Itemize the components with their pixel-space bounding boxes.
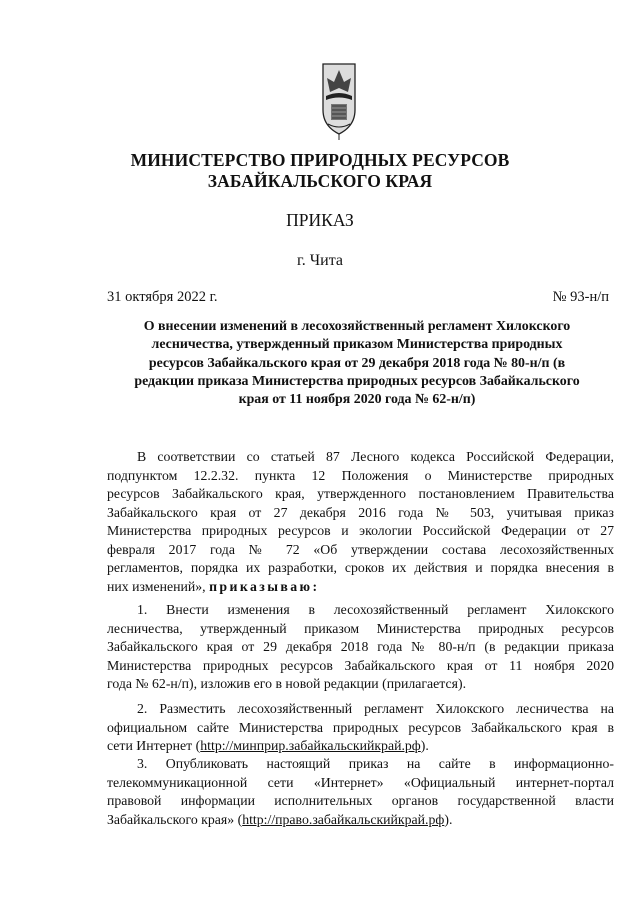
- ministry-website-link[interactable]: http://минприр.забайкальскийкрай.рф: [200, 738, 421, 753]
- paragraph-line: февраля 2017 года № 72 «Об утверждении состава лесохозяйственных: [107, 541, 614, 557]
- order-number: № 93-н/п: [552, 289, 609, 305]
- paragraph-line: Забайкальского края от 27 декабря 2016 года № 503, учитывая приказ: [107, 504, 614, 520]
- ministry-name-line-2: ЗАБАЙКАЛЬСКОГО КРАЯ: [207, 171, 433, 191]
- paragraph-line: телекоммуникационной сети «Интернет» «Официальный интернет-портал: [107, 774, 614, 790]
- heading-line: лесничества, утвержденный приказом Министерства природных: [151, 337, 563, 353]
- paragraph-line: В соответствии со статьей 87 Лесного кодекса Российской Федерации,: [137, 449, 614, 464]
- paragraph-line: [107, 811, 614, 830]
- heading-line: О внесении изменений в лесохозяйственный регламент Хилокского: [143, 319, 571, 334]
- paragraph-line: подпунктом 12.2.32. пункта 12 Положения о Министерстве природных: [107, 467, 614, 483]
- heading-line: редакции приказа Министерства природных ресурсов Забайкальского: [134, 373, 580, 389]
- paragraph-line: 1. Внести изменения в лесохозяйственный регламент Хилокского: [137, 602, 614, 617]
- preamble-paragraph: [107, 448, 614, 596]
- paragraph-line: Министерства природных ресурсов и экологии Российской Федерации от 27: [107, 523, 614, 538]
- item-1-paragraph: [107, 601, 614, 694]
- coat-of-arms-icon: [318, 60, 360, 142]
- paragraph-line: [107, 578, 614, 597]
- heading-line: края от 11 ноября 2020 года № 62-н/п): [238, 392, 476, 408]
- paragraph-line: 2. Разместить лесохозяйственный регламент Хилокского лесничества на: [137, 701, 614, 716]
- preamble-end: них изменений»,: [107, 578, 206, 594]
- city: г. Чита: [296, 252, 343, 269]
- paragraph-line: Министерства природных ресурсов Забайкальского края от 11 ноября 2020: [107, 657, 614, 673]
- link-suffix: ).: [444, 811, 453, 827]
- paragraph-line: года № 62-н/п), изложив его в новой редакции (прилагается).: [107, 676, 467, 691]
- ministry-name-line-1: МИНИСТЕРСТВО ПРИРОДНЫХ РЕСУРСОВ: [130, 150, 510, 170]
- paragraph-line: официальном сайте Министерства природных ресурсов Забайкальского края в: [107, 719, 614, 735]
- item-3-paragraph: [107, 755, 614, 829]
- order-word: приказываю:: [209, 578, 320, 594]
- paragraph-line: ресурсов Забайкальского края, утвержденного постановлением Правительства: [107, 486, 614, 501]
- paragraph-line: Забайкальского края от 29 декабря 2018 года № 80-н/п (в редакции приказа: [107, 639, 614, 654]
- link-suffix: ).: [420, 738, 429, 753]
- heading-line: ресурсов Забайкальского края от 29 декабря 2018 года № 80-н/п (в: [148, 355, 566, 371]
- link-prefix: сети Интернет (: [107, 738, 201, 753]
- paragraph-line: регламентов, порядка их разработки, сроков их действия и порядка внесения в: [107, 560, 614, 575]
- paragraph-line: лесничества, утвержденный приказом Министерства природных ресурсов: [107, 620, 614, 636]
- paragraph-line: 3. Опубликовать настоящий приказ на сайте в информационно-: [137, 756, 614, 771]
- paragraph-line: правовой информации исполнительных органов государственной власти: [107, 793, 614, 808]
- paragraph-line: [107, 737, 614, 756]
- item-2-paragraph: [107, 700, 614, 756]
- order-date: 31 октября 2022 г.: [107, 289, 218, 305]
- link-prefix: Забайкальского края» (: [107, 811, 243, 827]
- legal-portal-link[interactable]: http://право.забайкальскийкрай.рф: [242, 811, 445, 827]
- order-heading: [110, 318, 604, 409]
- order-title: ПРИКАЗ: [286, 210, 354, 230]
